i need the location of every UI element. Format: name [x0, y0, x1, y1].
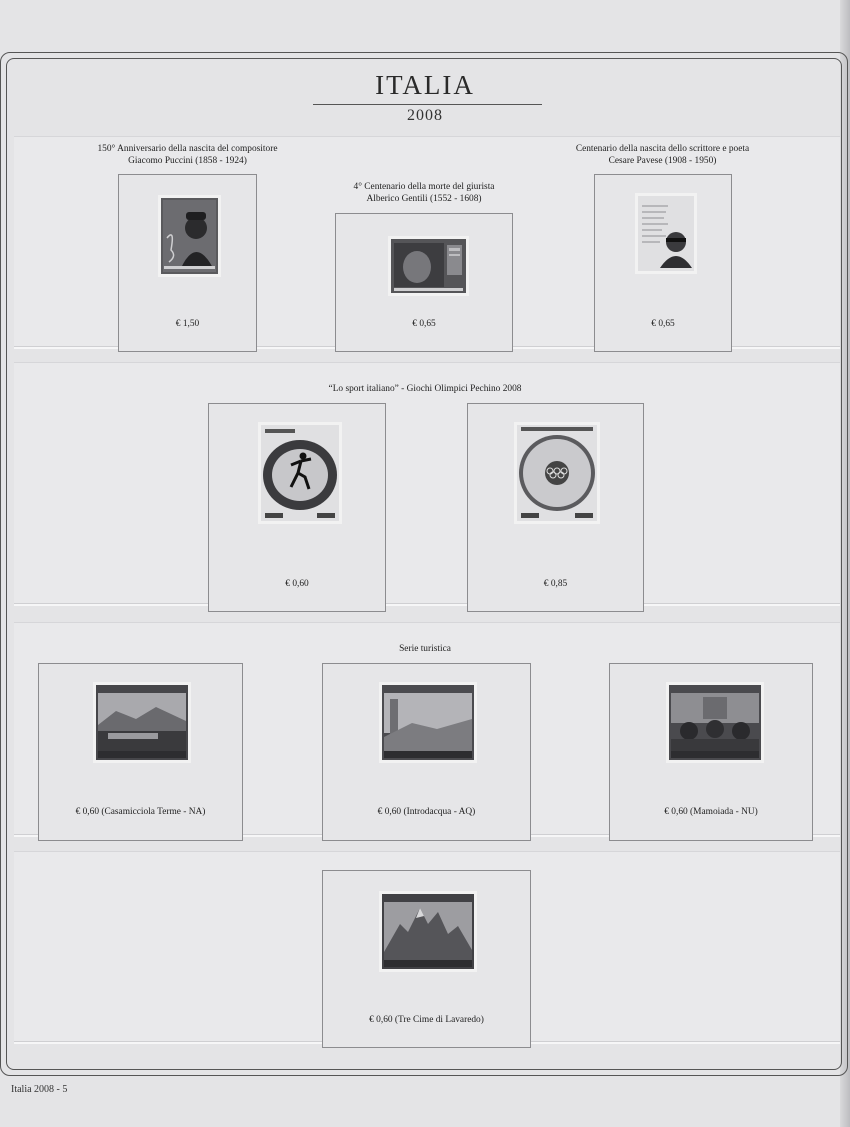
page-title: ITALIA: [375, 70, 475, 100]
olympic-plate-stamp-icon: [514, 422, 600, 524]
stamp-value-gentili: € 0,65: [412, 319, 436, 329]
page-year: 2008: [407, 107, 443, 124]
stamp-value-introdacqua: € 0,60 (Introdacqua - AQ): [377, 807, 476, 817]
caption-turistica: Serie turistica: [399, 644, 451, 654]
stamp-value-casamicciola: € 0,60 (Casamicciola Terme - NA): [75, 807, 206, 817]
caption-puccini: 150° Anniversario della nascita del compositore Giacomo Puccini (1858 - 1924): [97, 144, 278, 166]
olympic-runner-stamp-icon: [258, 422, 342, 524]
masks-stamp-icon: [666, 682, 764, 763]
page-footer-label: Italia 2008 - 5: [11, 1084, 68, 1095]
title-divider: [313, 104, 542, 105]
album-strip-2: [14, 362, 840, 603]
landscape-stamp-icon: [93, 682, 191, 763]
stamp-value-olympic-1: € 0,60: [285, 579, 309, 589]
stamp-value-puccini: € 1,50: [175, 319, 200, 329]
stamp-value-tre-cime: € 0,60 (Tre Cime di Lavaredo): [369, 1015, 484, 1025]
strip-divider: [14, 603, 840, 606]
puccini-portrait-stamp-icon: [158, 195, 221, 277]
pavese-portrait-stamp-icon: [635, 193, 697, 274]
gentili-portrait-stamp-icon: [388, 236, 469, 296]
stamp-value-mamoiada: € 0,60 (Mamoiada - NU): [664, 807, 758, 817]
caption-olimpici: “Lo sport italiano” - Giochi Olimpici Pechino 2008: [328, 384, 522, 394]
stamp-value-olympic-2: € 0,85: [543, 579, 568, 589]
landscape-stamp-icon: [379, 682, 477, 763]
caption-gentili: 4° Centenario della morte del giurista Alberico Gentili (1552 - 1608): [353, 182, 495, 204]
stamp-value-pavese: € 0,65: [651, 319, 675, 329]
mountains-stamp-icon: [379, 891, 477, 972]
caption-pavese: Centenario della nascita dello scrittore e poeta Cesare Pavese (1908 - 1950): [575, 144, 750, 166]
